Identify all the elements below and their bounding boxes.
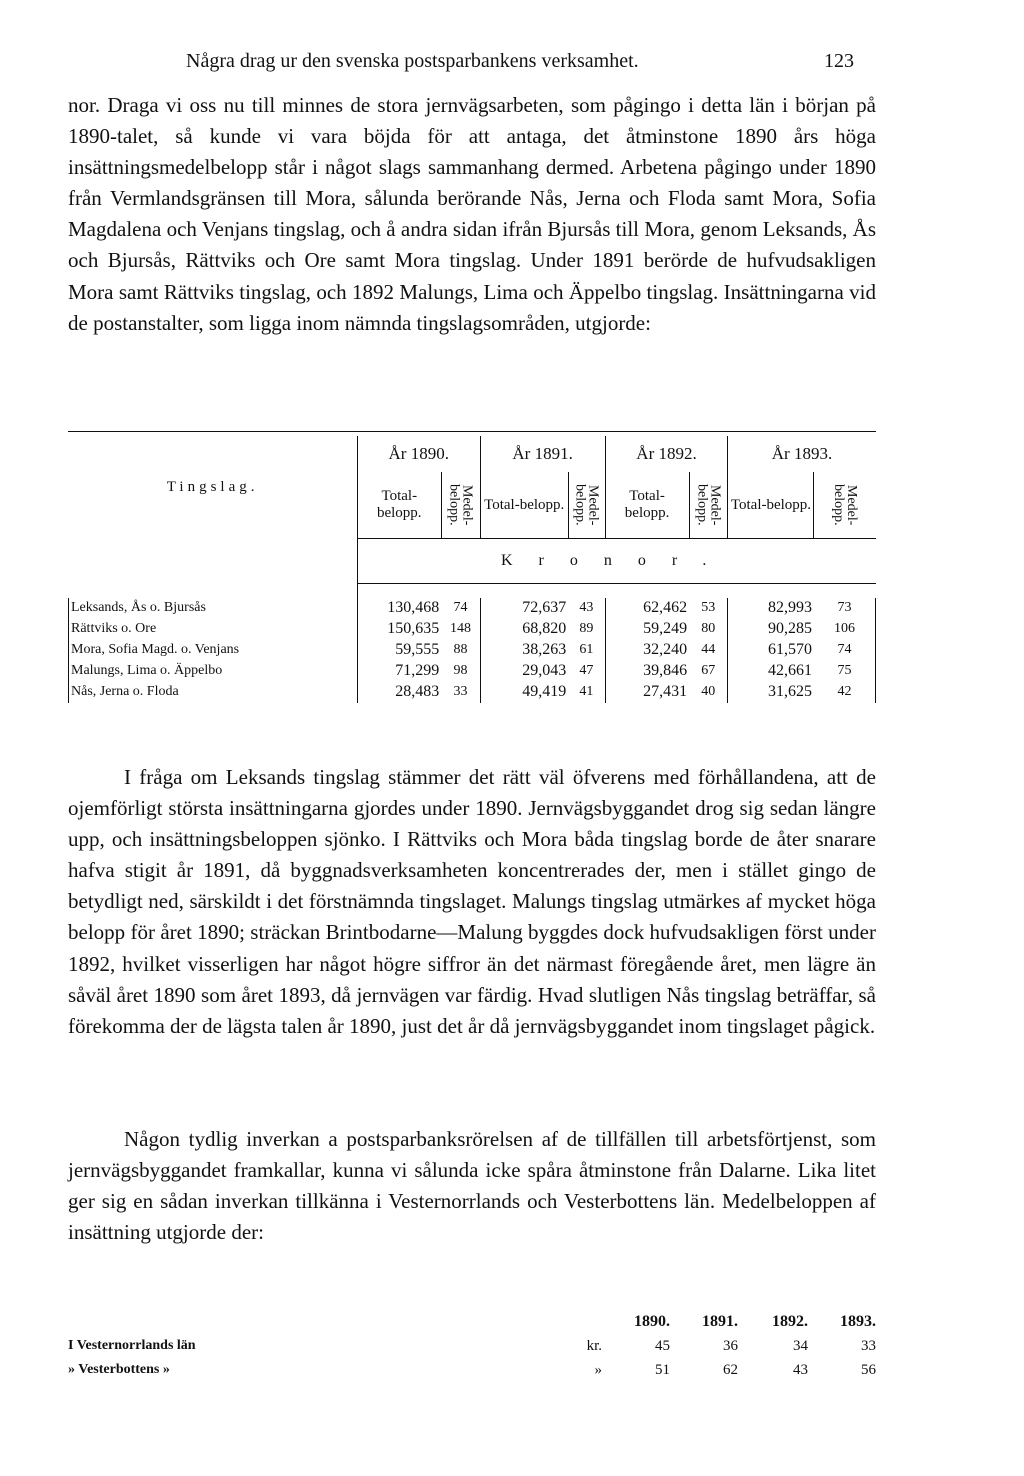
paragraph-1: nor. Draga vi oss nu till minnes de stora jernvägsarbeten, som pågingo i detta län i början på 1890-talet, så kunde vi vara böjda för att antaga, det åtminstone 1890 års höga insättningsmedelbelopp står i något slags sammanhang dermed. Arbetena pågingo under 1890 från Vermlandsgränsen till Mora, sålunda berörande Nås, Jerna och Floda samt Mora, Sofia Magdalena och Venjans tingslag, och å andra sidan ifrån Bjursås till Mora, genom Leksands, Ås och Bjursås, Rättviks och Ore samt Mora tingslag. Under 1891 berörde de hufvudsakligen Mora samt Rättviks tingslag, och 1892 Malungs, Lima och Äppelbo tingslag. Insättningarna vid de postanstalter, som ligga inom nämnda tingslagsområden, utgjorde:: [68, 93, 876, 335]
row-name: Rättviks o. Ore: [69, 619, 358, 640]
year-1891: 1891.: [702, 1313, 738, 1330]
cell: 61,570: [767, 641, 812, 658]
cell: 29,043: [522, 662, 567, 679]
cell: 47: [568, 661, 605, 682]
year-header-1891: År 1891.: [480, 436, 605, 472]
cell: 68,820: [522, 620, 567, 637]
total-header: Total-belopp.: [728, 472, 814, 539]
table-row: [69, 661, 876, 682]
cell: 41: [568, 682, 605, 703]
cell: 56: [861, 1361, 876, 1378]
cell: 67: [689, 661, 728, 682]
page-number: 123: [824, 50, 854, 72]
unit-label: kr.: [586, 1337, 602, 1354]
cell: 49,419: [522, 683, 567, 700]
medel-header: Medel-belopp.: [694, 484, 723, 526]
table-row: [69, 619, 876, 640]
table-top-rule: [68, 431, 876, 432]
cell: 61: [568, 640, 605, 661]
header-title: Några drag ur den svenska postsparbankens verksamhet.: [186, 50, 639, 72]
cell: 33: [441, 682, 480, 703]
total-header: Total-belopp.: [605, 472, 689, 539]
cell: 36: [723, 1337, 738, 1354]
cell: 53: [689, 598, 728, 619]
cell: 106: [814, 619, 876, 640]
medel-header: Medel-belopp.: [446, 484, 475, 526]
year-1893: 1893.: [840, 1313, 876, 1330]
cell: 98: [441, 661, 480, 682]
cell: 75: [814, 661, 876, 682]
row-name: Leksands, Ås o. Bjursås: [69, 598, 358, 619]
unit-label: »: [594, 1361, 602, 1378]
cell: 33: [861, 1337, 876, 1354]
cell: 51: [655, 1361, 670, 1378]
cell: 59,555: [395, 641, 440, 658]
cell: 44: [689, 640, 728, 661]
cell: 89: [568, 619, 605, 640]
table-row: [69, 682, 876, 703]
cell: 38,263: [522, 641, 567, 658]
total-header: Total-belopp.: [357, 472, 441, 539]
year-header-1890: År 1890.: [357, 436, 480, 472]
year-1890: 1890.: [634, 1313, 670, 1330]
cell: 32,240: [643, 641, 688, 658]
cell: 82,993: [767, 599, 812, 616]
year-header-1892: År 1892.: [605, 436, 728, 472]
cell: 34: [793, 1337, 808, 1354]
cell: 43: [568, 598, 605, 619]
cell: 90,285: [767, 620, 812, 637]
col-header-tingslag: Tingslag.: [69, 436, 358, 539]
deposits-table: [68, 436, 876, 703]
average-deposit-table: [68, 1310, 876, 1382]
cell: 88: [441, 640, 480, 661]
cell: 42: [814, 682, 876, 703]
paragraph-3: Någon tydlig inverkan a postsparbanksrörelsen af de tillfällen till arbetsförtjenst, som jernvägsbyggandet framkallar, kunna vi sålunda icke spåra åtminstone från Dalarne. Lika litet ger sig en sådan inverkan tillkänna i Vesternorrlands och Vesterbottens län. Medelbeloppen af insättning utgjorde der:: [68, 1127, 876, 1245]
cell: 74: [441, 598, 480, 619]
cell: 27,431: [643, 683, 688, 700]
table-row: [68, 1334, 876, 1358]
table-row: [69, 598, 876, 619]
table-row: [68, 1358, 876, 1382]
year-1892: 1892.: [772, 1313, 808, 1330]
total-header: Total-belopp.: [480, 472, 568, 539]
cell: 43: [793, 1361, 808, 1378]
cell: 148: [441, 619, 480, 640]
cell: 59,249: [643, 620, 688, 637]
cell: 80: [689, 619, 728, 640]
cell: 62,462: [643, 599, 688, 616]
paragraph-2: I fråga om Leksands tingslag stämmer det rätt väl öfverens med förhållandena, att de ojemförligt största insättningarna gjordes under 1890. Jernvägsbyggandet drog sig sedan längre upp, och insättningsbeloppen sjönko. I Rättviks och Mora båda tingslag borde de åter snarare hafva stigit år 1891, då byggnadsverksamheten koncentrerades der, men i stället gingo de betydligt ned, särskildt i det förstnämnda tingslaget. Malungs tingslag utmärkes af mycket höga belopp för året 1890; sträckan Brintbodarne—Malung byggdes dock hufvudsakligen först under 1892, hvilket visserligen har något högre siffror än det närmast föregående året, men lägre än såväl året 1890 som året 1893, då jernvägen var färdig. Hvad slutligen Nås tingslag beträffar, så förekomma der de lägsta talen år 1890, just det år då jernvägsbyggandet inom tingslaget pågick.: [68, 765, 876, 1038]
cell: 31,625: [767, 683, 812, 700]
cell: 73: [814, 598, 876, 619]
cell: 42,661: [767, 662, 812, 679]
unit-label: Kronor.: [357, 539, 875, 584]
row-name: Mora, Sofia Magd. o. Venjans: [69, 640, 358, 661]
cell: 28,483: [395, 683, 440, 700]
cell: 45: [655, 1337, 670, 1354]
row-name: Malungs, Lima o. Äppelbo: [69, 661, 358, 682]
running-header: [186, 50, 854, 80]
cell: 74: [814, 640, 876, 661]
cell: 39,846: [643, 662, 688, 679]
cell: 150,635: [387, 620, 440, 637]
cell: 130,468: [387, 599, 440, 616]
row-name: I Vesternorrlands län: [68, 1338, 196, 1353]
cell: 40: [689, 682, 728, 703]
cell: 72,637: [522, 599, 567, 616]
row-name: Nås, Jerna o. Floda: [69, 682, 358, 703]
year-header-1893: År 1893.: [728, 436, 876, 472]
medel-header: Medel-belopp.: [572, 484, 601, 526]
table-row: [69, 640, 876, 661]
row-name: » Vesterbottens »: [68, 1362, 170, 1377]
cell: 71,299: [395, 662, 440, 679]
medel-header: Medel-belopp.: [830, 484, 859, 526]
cell: 62: [723, 1361, 738, 1378]
